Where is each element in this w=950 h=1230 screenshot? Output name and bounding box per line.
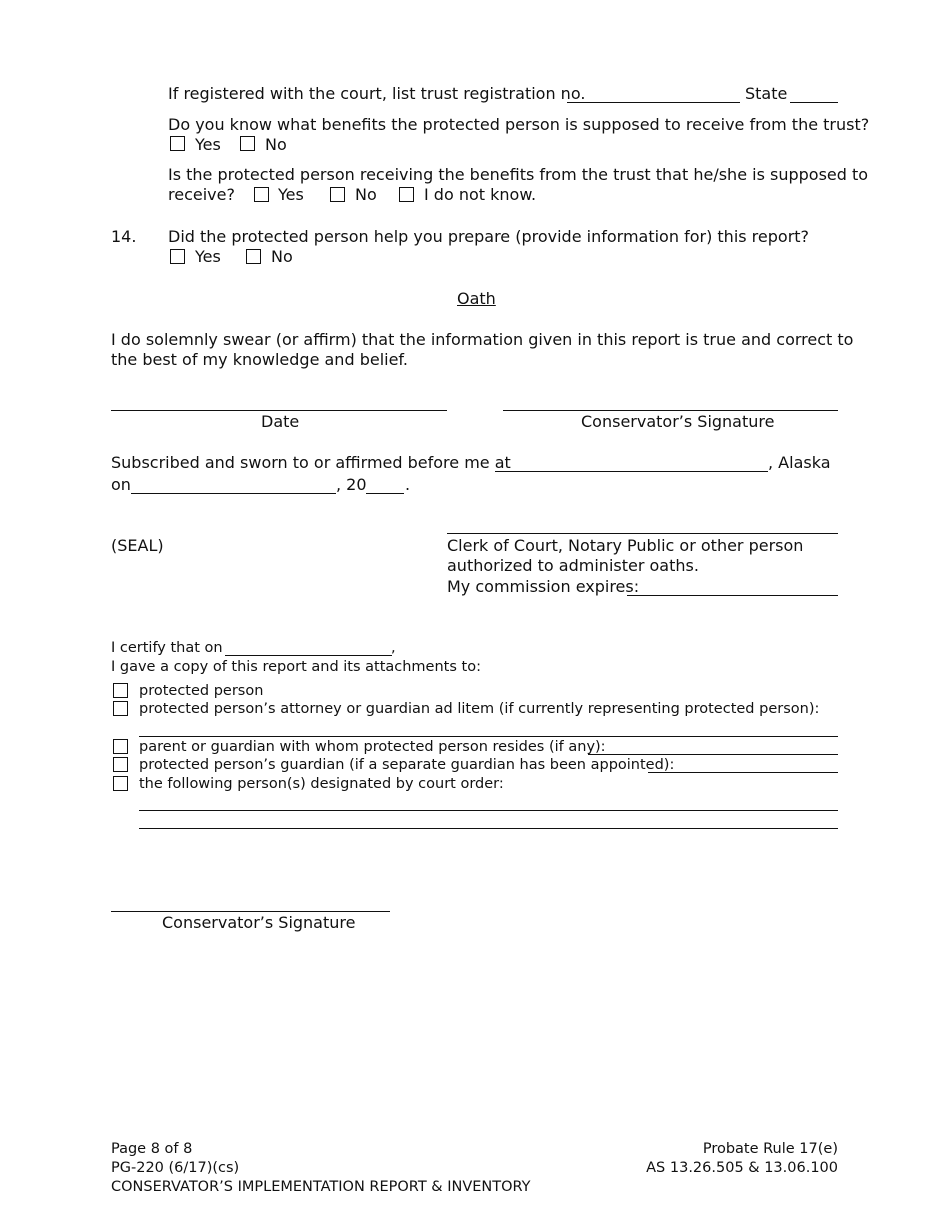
- receiving-no-checkbox[interactable]: [330, 187, 345, 202]
- q14-yes-checkbox[interactable]: [170, 249, 185, 264]
- copy-guardian-checkbox[interactable]: [113, 757, 128, 772]
- certify-comma: ,: [391, 640, 396, 656]
- benefits-yes-label: Yes: [195, 135, 221, 154]
- benefits-no-checkbox[interactable]: [240, 136, 255, 151]
- commission-label: My commission expires:: [447, 577, 640, 596]
- commission-field[interactable]: [627, 595, 838, 596]
- copy-court-order-field-2[interactable]: [139, 828, 838, 829]
- footer-page: Page 8 of 8: [111, 1141, 193, 1157]
- certify-signature-label: Conservator’s Signature: [162, 913, 356, 932]
- footer-form: PG-220 (6/17)(cs): [111, 1160, 240, 1176]
- trust-registration-label: If registered with the court, list trust registration no.: [168, 84, 586, 103]
- q14-no-label: No: [271, 247, 293, 266]
- q14-question: Did the protected person help you prepare (provide information for) this report?: [168, 227, 810, 246]
- receiving-question-line1: Is the protected person receiving the benefits from the trust that he/she is supposed to: [168, 165, 869, 184]
- copy-protected-person-checkbox[interactable]: [113, 683, 128, 698]
- oath-date-field[interactable]: [111, 410, 447, 411]
- sworn-location-field[interactable]: [495, 471, 768, 472]
- copy-court-order-label: the following person(s) designated by court order:: [139, 776, 504, 792]
- benefits-question: Do you know what benefits the protected person is supposed to receive from the trust?: [168, 115, 870, 134]
- clerk-signature-field[interactable]: [447, 533, 838, 534]
- q14-number: 14.: [111, 227, 137, 246]
- footer-rule: Probate Rule 17(e): [702, 1141, 838, 1157]
- sworn-date-field[interactable]: [131, 493, 336, 494]
- copy-protected-person-label: protected person: [139, 683, 264, 699]
- copy-guardian-field[interactable]: [648, 772, 838, 773]
- sworn-on-label: on: [111, 475, 131, 494]
- receiving-unknown-checkbox[interactable]: [399, 187, 414, 202]
- receiving-unknown-label: I do not know.: [424, 185, 537, 204]
- footer-statute: AS 13.26.505 & 13.06.100: [646, 1160, 838, 1176]
- sworn-period: .: [405, 475, 411, 494]
- copy-attorney-field[interactable]: [139, 736, 838, 737]
- footer-title: CONSERVATOR’S IMPLEMENTATION REPORT & INVENTORY: [111, 1179, 531, 1195]
- oath-text-line2: the best of my knowledge and belief.: [111, 350, 408, 369]
- copy-guardian-label: protected person’s guardian (if a separate guardian has been appointed):: [139, 757, 675, 773]
- receiving-question-line2: receive?: [168, 185, 235, 204]
- sworn-alaska: , Alaska: [768, 453, 831, 472]
- q14-no-checkbox[interactable]: [246, 249, 261, 264]
- oath-signature-field[interactable]: [503, 410, 838, 411]
- copy-court-order-field-1[interactable]: [139, 810, 838, 811]
- clerk-line1: Clerk of Court, Notary Public or other person: [447, 536, 804, 555]
- state-label: State: [745, 84, 788, 103]
- sworn-year-prefix: , 20: [336, 475, 367, 494]
- certify-signature-field[interactable]: [111, 911, 390, 912]
- copy-parent-checkbox[interactable]: [113, 739, 128, 754]
- seal-label: (SEAL): [111, 536, 164, 555]
- oath-text-line1: I do solemnly swear (or affirm) that the information given in this report is true and correct to: [111, 330, 854, 349]
- oath-title: Oath: [457, 289, 496, 308]
- benefits-no-label: No: [265, 135, 287, 154]
- oath-signature-label: Conservator’s Signature: [581, 412, 775, 431]
- copy-attorney-label: protected person’s attorney or guardian ad litem (if currently representing protected person):: [139, 701, 820, 717]
- copy-parent-field[interactable]: [588, 754, 838, 755]
- copy-parent-label: parent or guardian with whom protected person resides (if any):: [139, 739, 606, 755]
- clerk-line2: authorized to administer oaths.: [447, 556, 699, 575]
- sworn-text: Subscribed and sworn to or affirmed before me at: [111, 453, 511, 472]
- trust-registration-field[interactable]: [567, 102, 740, 103]
- receiving-yes-label: Yes: [278, 185, 304, 204]
- receiving-no-label: No: [355, 185, 377, 204]
- oath-date-label: Date: [261, 412, 300, 431]
- copy-court-order-checkbox[interactable]: [113, 776, 128, 791]
- state-field[interactable]: [790, 102, 838, 103]
- certify-line2: I gave a copy of this report and its attachments to:: [111, 659, 481, 675]
- benefits-yes-checkbox[interactable]: [170, 136, 185, 151]
- receiving-yes-checkbox[interactable]: [254, 187, 269, 202]
- sworn-year-field[interactable]: [366, 493, 404, 494]
- q14-yes-label: Yes: [195, 247, 221, 266]
- certify-line1: I certify that on: [111, 640, 223, 656]
- copy-attorney-checkbox[interactable]: [113, 701, 128, 716]
- certify-date-field[interactable]: [225, 655, 392, 656]
